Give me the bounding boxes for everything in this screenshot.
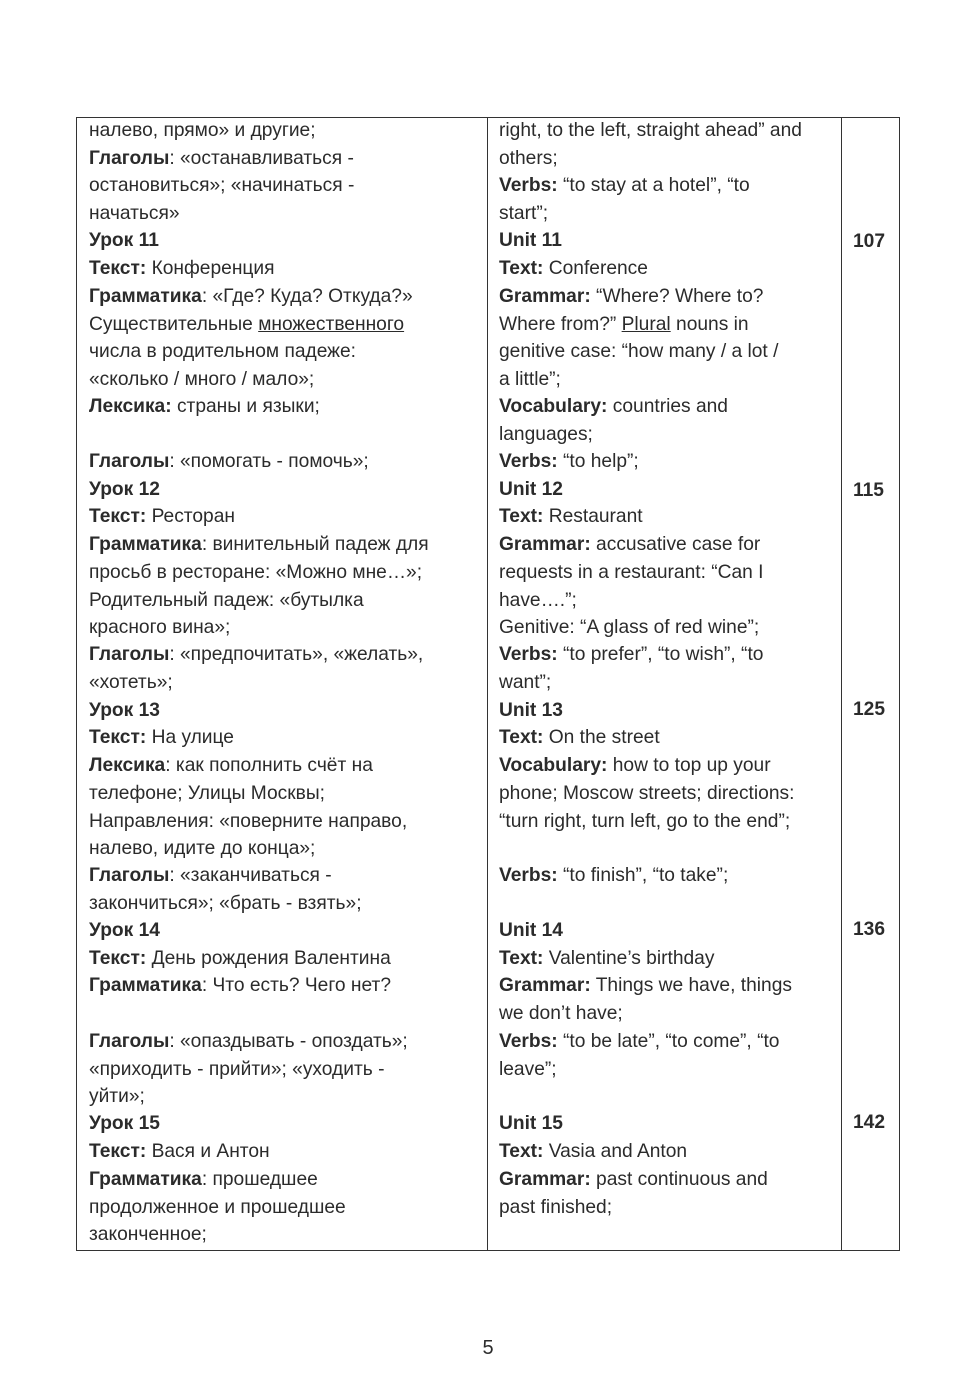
en-line: Verbs: “to be late”, “to come”, “to bbox=[499, 1031, 780, 1052]
ru-lesson-heading: Урок 15 bbox=[89, 1113, 160, 1134]
en-unit-heading: Unit 12 bbox=[499, 479, 563, 500]
en-line: Genitive: “A glass of red wine”; bbox=[499, 617, 760, 638]
en-line: Grammar: Things we have, things bbox=[499, 975, 792, 996]
page-ref-unit-13: 125 bbox=[853, 699, 886, 720]
page-ref-unit-12: 115 bbox=[853, 480, 884, 501]
en-unit-heading: Unit 11 bbox=[499, 230, 562, 251]
ru-line: законченное; bbox=[89, 1224, 207, 1245]
ru-line: Грамматика: винительный падеж для bbox=[89, 534, 429, 555]
ru-line: налево, идите до конца»; bbox=[89, 838, 316, 859]
en-line: Text: On the street bbox=[499, 727, 660, 748]
ru-line: налево, прямо» и другие; bbox=[89, 120, 316, 141]
ru-line: Текст: День рождения Валентина bbox=[89, 948, 391, 969]
en-line: Verbs: “to prefer”, “to wish”, “to bbox=[499, 644, 764, 665]
en-line: Verbs: “to stay at a hotel”, “to bbox=[499, 175, 750, 196]
en-line: Text: Conference bbox=[499, 258, 648, 279]
ru-line: Глаголы: «заканчиваться - bbox=[89, 865, 332, 886]
ru-line: Текст: Ресторан bbox=[89, 506, 235, 527]
ru-line: Глаголы: «помогать - помочь»; bbox=[89, 451, 369, 472]
ru-line: Родительный падеж: «бутылка bbox=[89, 590, 364, 611]
ru-line: продолженное и прошедшее bbox=[89, 1197, 346, 1218]
ru-line: просьб в ресторане: «Можно мне…»; bbox=[89, 562, 423, 583]
en-line: right, to the left, straight ahead” and bbox=[499, 120, 802, 141]
en-line: Vocabulary: how to top up your bbox=[499, 755, 771, 776]
en-line: requests in a restaurant: “Can I bbox=[499, 562, 764, 583]
en-line: want”; bbox=[499, 672, 552, 693]
en-unit-heading: Unit 14 bbox=[499, 920, 563, 941]
en-line: phone; Moscow streets; directions: bbox=[499, 783, 795, 804]
en-line: Text: Restaurant bbox=[499, 506, 643, 527]
en-line: languages; bbox=[499, 424, 593, 445]
ru-line: Глаголы: «предпочитать», «желать», bbox=[89, 644, 424, 665]
en-line: Grammar: past continuous and bbox=[499, 1169, 768, 1190]
ru-line: Лексика: как пополнить счёт на bbox=[89, 755, 373, 776]
ru-line: Глаголы: «опаздывать - опоздать»; bbox=[89, 1031, 408, 1052]
en-line: we don’t have; bbox=[499, 1003, 623, 1024]
ru-line: закончиться»; «брать - взять»; bbox=[89, 893, 362, 914]
page-number: 5 bbox=[482, 1337, 494, 1359]
page-ref-unit-14: 136 bbox=[853, 919, 886, 940]
en-line: Text: Vasia and Anton bbox=[499, 1141, 688, 1162]
ru-line: Направления: «поверните направо, bbox=[89, 811, 408, 832]
ru-line: красного вина»; bbox=[89, 617, 231, 638]
en-line: have….”; bbox=[499, 590, 577, 611]
en-line: others; bbox=[499, 148, 558, 169]
en-line: genitive case: “how many / a lot / bbox=[499, 341, 779, 362]
ru-line: Грамматика: прошедшее bbox=[89, 1169, 318, 1190]
en-unit-heading: Unit 13 bbox=[499, 700, 563, 721]
column-divider bbox=[841, 118, 842, 1250]
en-line: Grammar: accusative case for bbox=[499, 534, 761, 555]
page-ref-unit-15: 142 bbox=[853, 1112, 886, 1133]
en-line: past finished; bbox=[499, 1197, 613, 1218]
ru-line: начаться» bbox=[89, 203, 180, 224]
toc-table bbox=[76, 117, 900, 1251]
ru-line: Лексика: страны и языки; bbox=[89, 396, 320, 417]
en-line: leave”; bbox=[499, 1059, 557, 1080]
en-line: Text: Valentine’s birthday bbox=[499, 948, 715, 969]
ru-line: уйти»; bbox=[89, 1086, 145, 1107]
ru-line: остановиться»; «начинаться - bbox=[89, 175, 355, 196]
en-line: a little”; bbox=[499, 369, 561, 390]
ru-line: Текст: Вася и Антон bbox=[89, 1141, 270, 1162]
ru-line: Текст: Конференция bbox=[89, 258, 275, 279]
ru-line: Текст: На улице bbox=[89, 727, 234, 748]
ru-line: телефоне; Улицы Москвы; bbox=[89, 783, 325, 804]
ru-line: «хотеть»; bbox=[89, 672, 173, 693]
en-line: Grammar: “Where? Where to? bbox=[499, 286, 764, 307]
ru-lesson-heading: Урок 11 bbox=[89, 230, 159, 251]
en-line: Verbs: “to help”; bbox=[499, 451, 639, 472]
ru-line: «приходить - прийти»; «уходить - bbox=[89, 1059, 385, 1080]
ru-line: «сколько / много / мало»; bbox=[89, 369, 315, 390]
ru-line: Глаголы: «останавливаться - bbox=[89, 148, 354, 169]
ru-line: Существительные множественного bbox=[89, 314, 405, 335]
ru-lesson-heading: Урок 13 bbox=[89, 700, 160, 721]
en-line: “turn right, turn left, go to the end”; bbox=[499, 811, 791, 832]
page-ref-unit-11: 107 bbox=[853, 231, 886, 252]
column-divider bbox=[487, 118, 488, 1250]
ru-lesson-heading: Урок 14 bbox=[89, 920, 160, 941]
en-line: Verbs: “to finish”, “to take”; bbox=[499, 865, 729, 886]
ru-line: числа в родительном падеже: bbox=[89, 341, 357, 362]
ru-line: Грамматика: «Где? Куда? Откуда?» bbox=[89, 286, 413, 307]
en-line: Where from?” Plural nouns in bbox=[499, 314, 749, 335]
en-line: start”; bbox=[499, 203, 549, 224]
ru-lesson-heading: Урок 12 bbox=[89, 479, 160, 500]
en-line: Vocabulary: countries and bbox=[499, 396, 728, 417]
ru-line: Грамматика: Что есть? Чего нет? bbox=[89, 975, 392, 996]
en-unit-heading: Unit 15 bbox=[499, 1113, 563, 1134]
